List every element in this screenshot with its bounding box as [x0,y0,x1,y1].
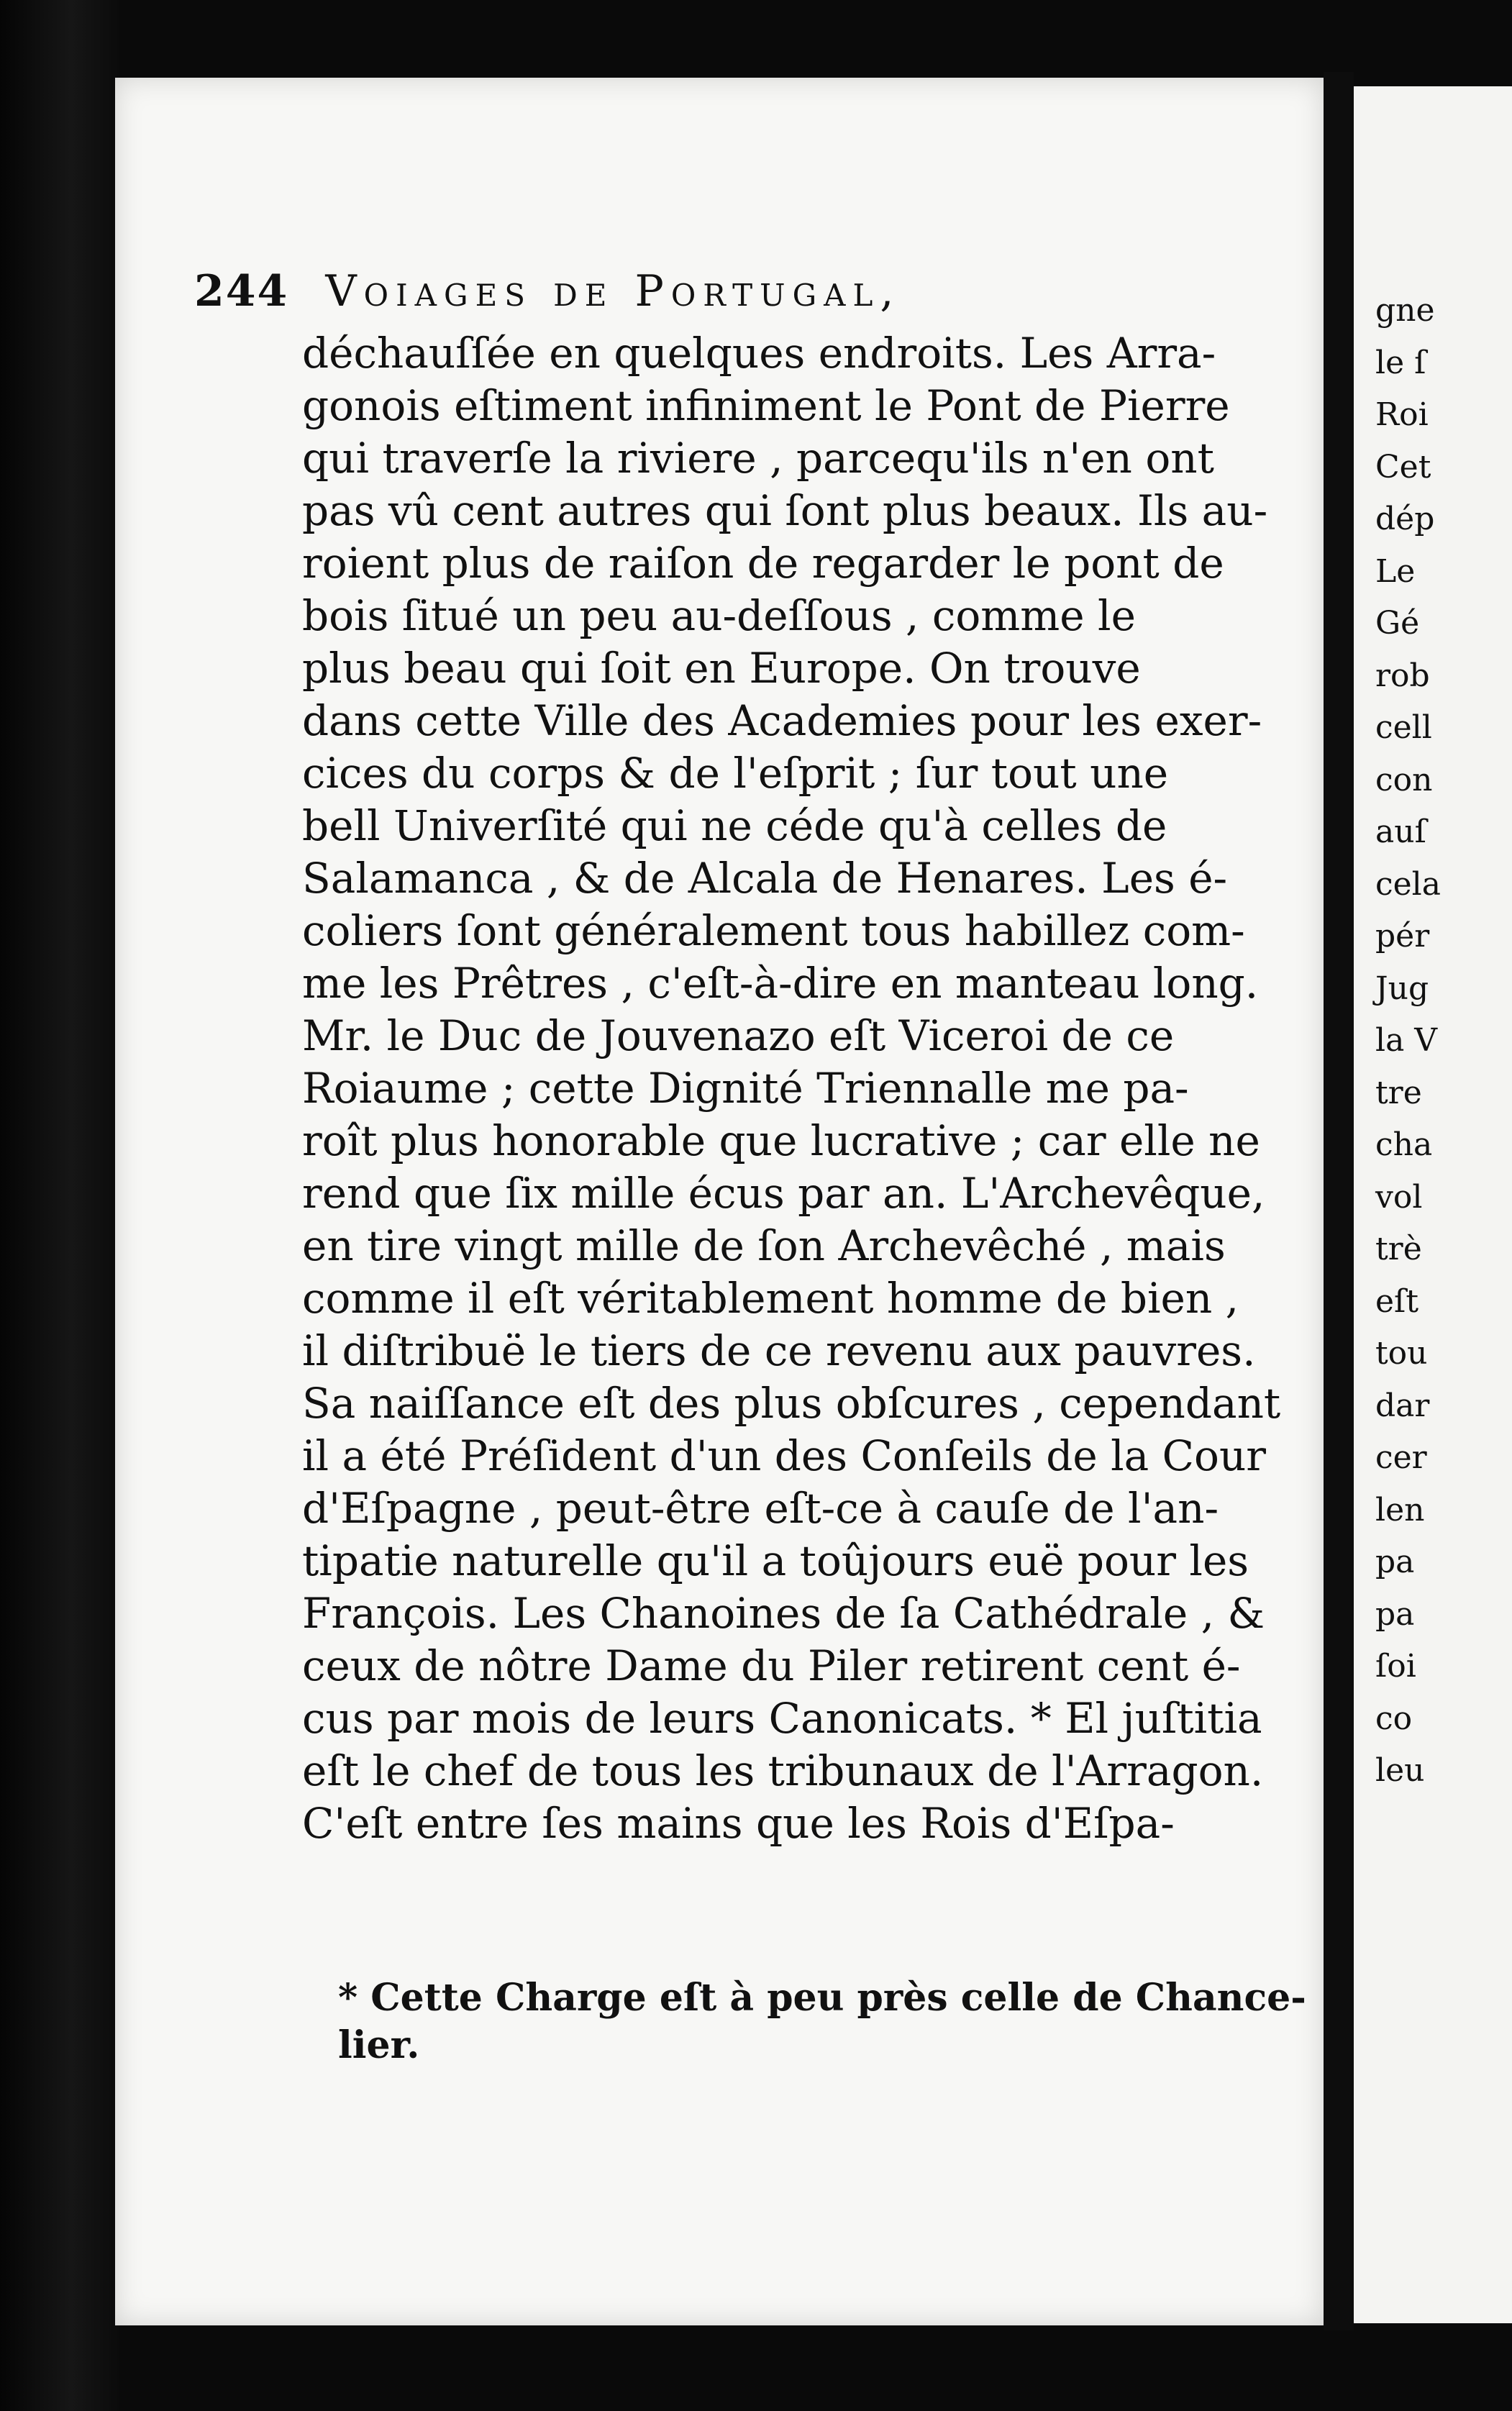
text-line: qui traverſe la riviere , parcequ'ils n'en ont [302,434,1214,483]
text-line: gonois eſtiment infiniment le Pont de Pierre [302,381,1230,430]
facing-page-fragment: vol [1375,1178,1423,1216]
page-number: 244 [194,266,289,316]
facing-page-fragment: le ſ [1375,344,1426,381]
facing-page-fragment: dép [1375,501,1435,537]
facing-page-fragment: rob [1375,657,1430,694]
text-line: tipatie naturelle qu'il a toûjours euë pour les [302,1536,1249,1585]
text-line: cus par mois de leurs Canonicats. * El juſtitia [302,1694,1262,1743]
facing-page-fragment: Cet [1375,448,1431,486]
facing-page-fragment: leu [1375,1752,1425,1789]
facing-page-fragment: con [1375,761,1433,798]
text-line: Sa naiſſance eſt des plus obſcures , cependant [302,1379,1281,1428]
facing-page-fragment: auſ [1375,813,1426,850]
text-line: dans cette Ville des Academies pour les exer- [302,696,1262,745]
facing-page-fragment: pa [1375,1544,1415,1580]
text-line: cices du corps & de l'eſprit ; ſur tout une [302,749,1169,798]
facing-page-fragment: Jug [1375,970,1429,1007]
book-gutter [0,0,119,2411]
footnote [338,1974,1306,2069]
text-line: en tire vingt mille de ſon Archevêché , mais [302,1221,1226,1270]
text-line: ceux de nôtre Dame du Piler retirent cent é- [302,1641,1241,1690]
facing-page-fragment: pa [1375,1595,1415,1633]
facing-page-fragment: ſoi [1375,1648,1416,1685]
facing-page [1354,86,1512,2323]
facing-page-fragment: la V [1375,1022,1438,1059]
text-line: pas vû cent autres qui ſont plus beaux. Ils au- [302,486,1268,535]
running-header [194,266,1309,316]
text-line: bois ſitué un peu au-deſſous , comme le [302,591,1136,640]
facing-page-fragment: cer [1375,1439,1427,1476]
facing-page-fragment: co [1375,1700,1413,1737]
footnote-line: * Cette Charge eſt à peu près celle de Chance- [338,1976,1306,2020]
facing-page-fragment: pér [1375,918,1430,954]
body-text [302,327,1280,1850]
facing-page-fragment: dar [1375,1387,1430,1424]
facing-page-fragment: tre [1375,1074,1422,1111]
facing-page-fragment: trè [1375,1231,1422,1267]
facing-page-fragment: eſt [1375,1282,1419,1320]
text-line: comme il eſt véritablement homme de bien , [302,1274,1239,1323]
facing-page-fragment: Roi [1375,396,1429,433]
facing-page-fragment: gne [1375,292,1435,329]
text-line: plus beau qui ſoit en Europe. On trouve [302,644,1141,693]
text-line: bell Univerſité qui ne céde qu'à celles de [302,801,1167,850]
text-line: il a été Préſident d'un des Conſeils de la Cour [302,1431,1267,1480]
page-fold [1324,72,1354,2330]
text-line: il diſtribuë le tiers de ce revenu aux pauvres. [302,1326,1256,1375]
running-title: Voiages de Portugal, [325,266,901,316]
text-line: eſt le chef de tous les tribunaux de l'Arragon. [302,1746,1264,1795]
text-line: d'Eſpagne , peut-être eſt-ce à cauſe de l'an- [302,1484,1219,1533]
text-line: roît plus honorable que lucrative ; car elle ne [302,1116,1260,1165]
facing-page-fragment: Gé [1375,605,1420,642]
text-line: coliers ſont généralement tous habillez com- [302,906,1245,955]
facing-page-fragment: cell [1375,709,1432,746]
facing-page-fragment: tou [1375,1335,1428,1372]
facing-page-fragment: cha [1375,1126,1433,1163]
text-line: roient plus de raiſon de regarder le pont de [302,539,1224,588]
text-line: Salamanca , & de Alcala de Henares. Les é- [302,854,1228,903]
text-line: rend que ſix mille écus par an. L'Archevêque, [302,1169,1265,1218]
facing-page-fragment: Le [1375,552,1416,590]
text-line: Roiaume ; cette Dignité Triennalle me pa- [302,1064,1189,1113]
text-line: déchauſſée en quelques endroits. Les Arra- [302,329,1216,378]
footnote-line: lier. [338,2023,420,2067]
facing-page-fragment: cela [1375,865,1441,903]
text-line: Mr. le Duc de Jouvenazo eſt Viceroi de ce [302,1011,1175,1060]
facing-page-fragment: len [1375,1491,1425,1528]
text-line: François. Les Chanoines de ſa Cathédrale , & [302,1589,1265,1638]
text-line: C'eſt entre ſes mains que les Rois d'Eſpa- [302,1799,1175,1848]
text-line: me les Prêtres , c'eſt-à-dire en manteau long. [302,959,1259,1008]
